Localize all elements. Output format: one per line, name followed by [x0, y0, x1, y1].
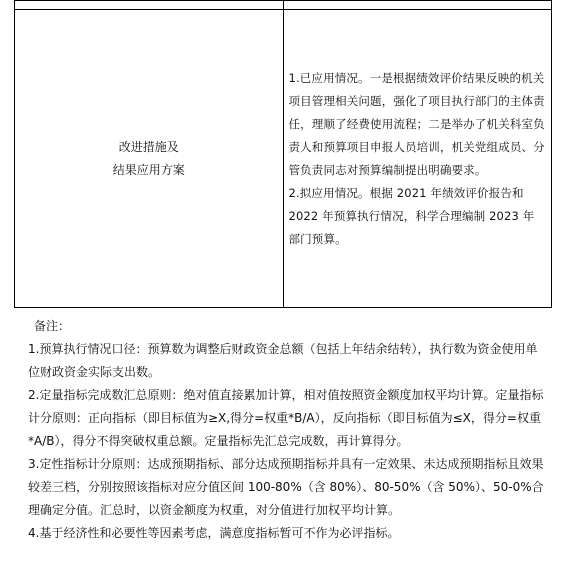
content-paragraph-applied: 1.已应用情况。一是根据绩效评价结果反映的机关项目管理相关问题，强化了项目执行部门的主体责任，理顺了经费使用流程；二是举办了机关科室负责人和预算项目申报人员培训，机关党组成员、分管负责同志对预算编制提出明确要求。 — [288, 70, 545, 177]
note-item-2: 2.定量指标完成数汇总原则：绝对值直接累加计算，相对值按照资金额度加权平均计算。定量指标计分原则：正向指标（即目标值为≥X,得分=权重*B/A），反向指标（即目标值为≤X，得分=权重*A/B），得分不得突破权重总额。定量指标先汇总完成数，再计算得分。 — [28, 388, 544, 448]
content-paragraph-planned: 2.拟应用情况。根据 2021 年绩效评价报告和 2022 年预算执行情况，科学合理编制 2023 年部门预算。 — [288, 185, 535, 246]
row-content-text — [289, 67, 547, 251]
row-label-cell — [15, 10, 284, 308]
row-label-line1: 改进措施及 — [118, 139, 179, 154]
top-right-cell — [283, 1, 552, 10]
row-label-line2: 结果应用方案 — [112, 162, 185, 177]
notes-section — [28, 315, 548, 545]
notes-title: 备注： — [34, 319, 71, 333]
note-item-4: 4.基于经济性和必要性等因素考虑，满意度指标暂可不作为必评指标。 — [28, 526, 400, 540]
evaluation-table — [14, 0, 552, 308]
row-content-cell — [283, 10, 552, 308]
table-row-improvement — [15, 10, 552, 308]
note-item-3: 3.定性指标计分原则：达成预期指标、部分达成预期指标并具有一定效果、未达成预期指标且效果较差三档，分别按照该指标对应分值区间 100-80%（含 80%）、80-50%（含 50%）、50-0%合理确定分值。汇总时，以资金额度为权重，对分值进行加权平均计算。 — [28, 457, 544, 517]
note-item-1: 1.预算执行情况口径：预算数为调整后财政资金总额（包括上年结余结转），执行数为资金使用单位财政资金实际支出数。 — [28, 342, 538, 379]
table-top-row — [15, 1, 552, 10]
top-left-cell — [15, 1, 284, 10]
